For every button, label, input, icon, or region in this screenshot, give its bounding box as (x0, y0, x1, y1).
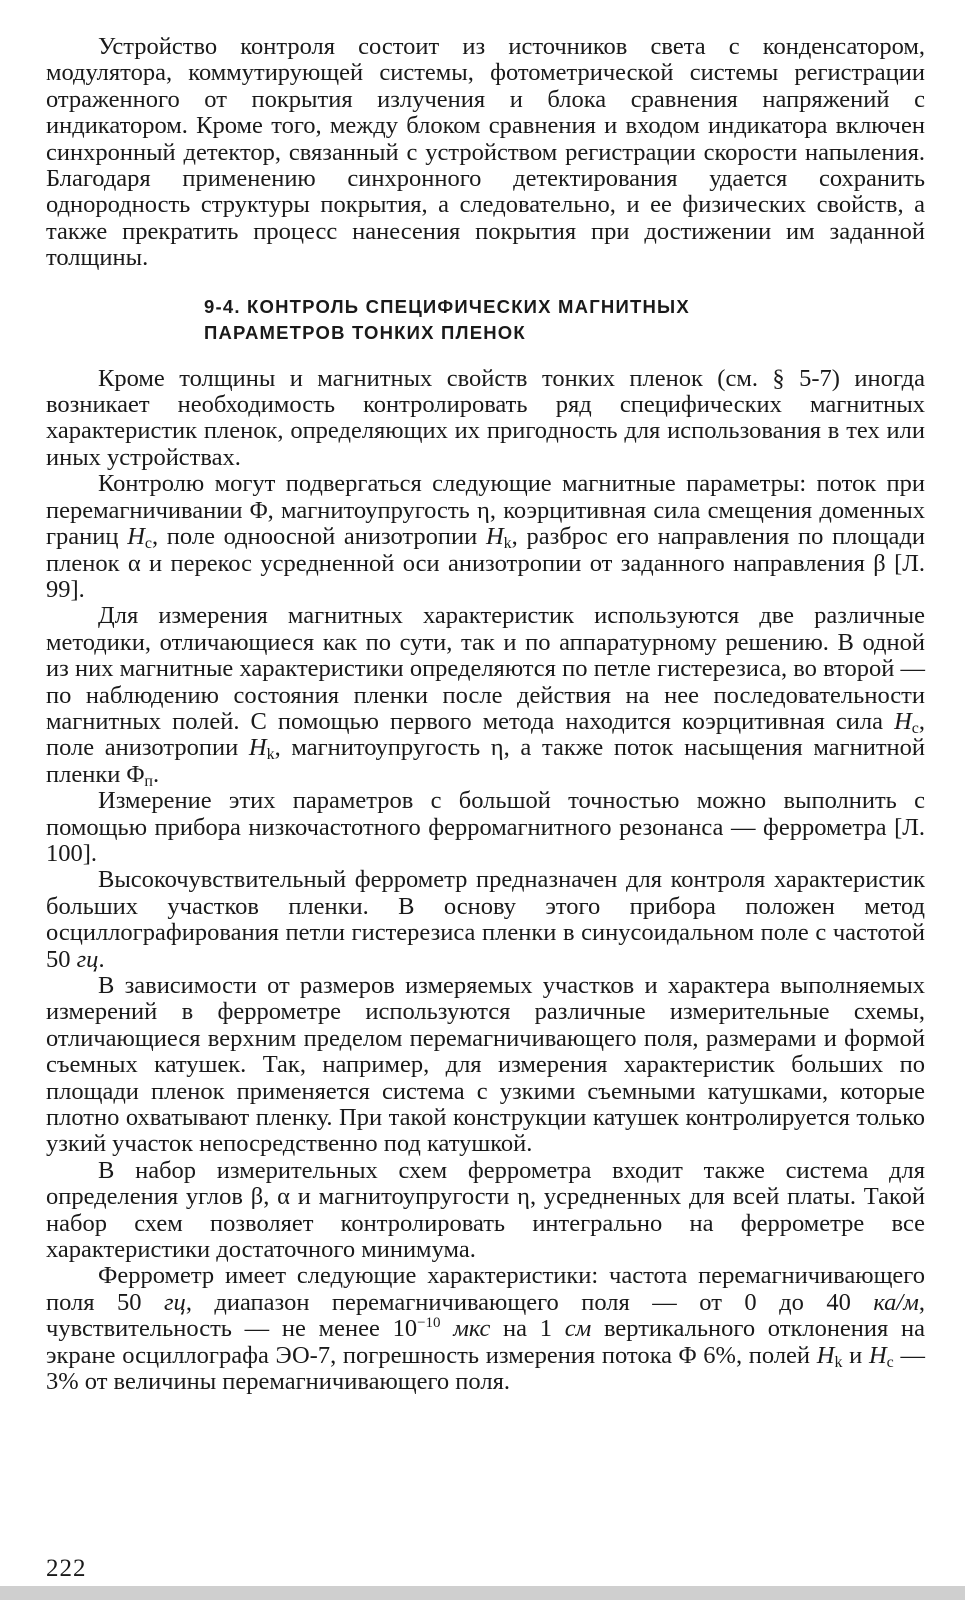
heading-line-1: 9-4. КОНТРОЛЬ СПЕЦИФИЧЕСКИХ МАГНИТНЫХ (204, 295, 690, 317)
paragraph-ferrometer-purpose: Высокочувствительный феррометр предназначен для контроля характеристик больших участков пленки. В основу этого прибора положен метод осциллографирования петли гистерезиса пленки в синусоидальном поле с частотой 50 гц. (46, 866, 925, 973)
scan-bottom-edge (0, 1586, 965, 1600)
page-body (46, 34, 925, 1396)
paragraph-methods: Для измерения магнитных характеристик используются две различные методики, отличающиеся как по сути, так и по аппаратурному решению. В одной из них магнитные характеристики определяются по петле гистерезиса, во второй — по наблюдению состояния пленки после действия на нее последовательности магнитных полей. С помощью первого метода находится коэрцитивная сила $H_c$, поле анизотропии $H_k$, магнитоупругость η, а также поток насыщения магнитной пленки $\Phi_п$. (46, 602, 925, 790)
paragraph-intro: Кроме толщины и магнитных свойств тонких пленок (см. § 5-7) иногда возникает необходимость контролировать ряд специфических магнитных характеристик пленок, определяющих их пригодность для использования в тех или иных устройствах. (46, 364, 925, 471)
paragraph-parameters: Контролю могут подвергаться следующие магнитные параметры: поток при перемагничивании Φ, магнитоупругость η, коэрцитивная сила смещения доменных границ $H_c$, поле одноосной анизотропии $H_k$, разброс его направления по площади пленок α и перекос усредненной оси анизотропии от заданного направления β [Л. 99]. (46, 470, 925, 603)
heading-line-2: ПАРАМЕТРОВ ТОНКИХ ПЛЕНОК (204, 321, 526, 343)
paragraph-device-control: Устройство контроля состоит из источников света с конденсатором, модулятора, коммутирующей системы, фотометрической системы регистрации отраженного от покрытия излучения и блока сравнения напряжений с индикатором. Кроме того, между блоком сравнения и входом индикатора включен синхронный детектор, связанный с устройством регистрации скорости напыления. Благодаря применению синхронного детектирования удается сохранить однородность структуры покрытия, а следовательно, и ее физических свойств, а также прекратить процесс нанесения покрытия при достижении им заданной толщины. (46, 33, 925, 272)
page-number: 222 (46, 1555, 87, 1582)
paragraph-measuring-schemes: В зависимости от размеров измеряемых участков и характера выполняемых измерений в феррометре используются различные измерительные схемы, отличающиеся верхним пределом перемагничивающего поля, размерами и формой съемных катушек. Так, например, для измерения характеристик больших по площади пленок применяется система с узкими съемными катушками, которые плотно охватывают пленку. При такой конструкции катушек контролируется только узкий участок непосредственно под катушкой. (46, 972, 925, 1158)
paragraph-angles: В набор измерительных схем феррометра входит также система для определения углов β, α и магнитоупругости η, усредненных для всей платы. Такой набор схем позволяет контролировать интегрально на феррометре все характеристики достаточного минимума. (46, 1156, 925, 1264)
section-heading (204, 294, 804, 346)
paragraph-characteristics: Феррометр имеет следующие характеристики: частота перемагничивающего поля 50 гц, диапазон перемагничивающего поля — от 0 до 40 ка/м, чувствительность — не менее $10^{-10}$ мкс на 1 см вертикального отклонения на экране осциллографа ЭО-7, погрешность измерения потока Φ 6%, полей $H_k$ и $H_c$ — 3% от величины перемагничивающего поля. (46, 1262, 926, 1396)
paragraph-ferrometer-intro: Измерение этих параметров с большой точностью можно выполнить с помощью прибора низкочастотного ферромагнитного резонанса — феррометра [Л. 100]. (46, 787, 925, 867)
